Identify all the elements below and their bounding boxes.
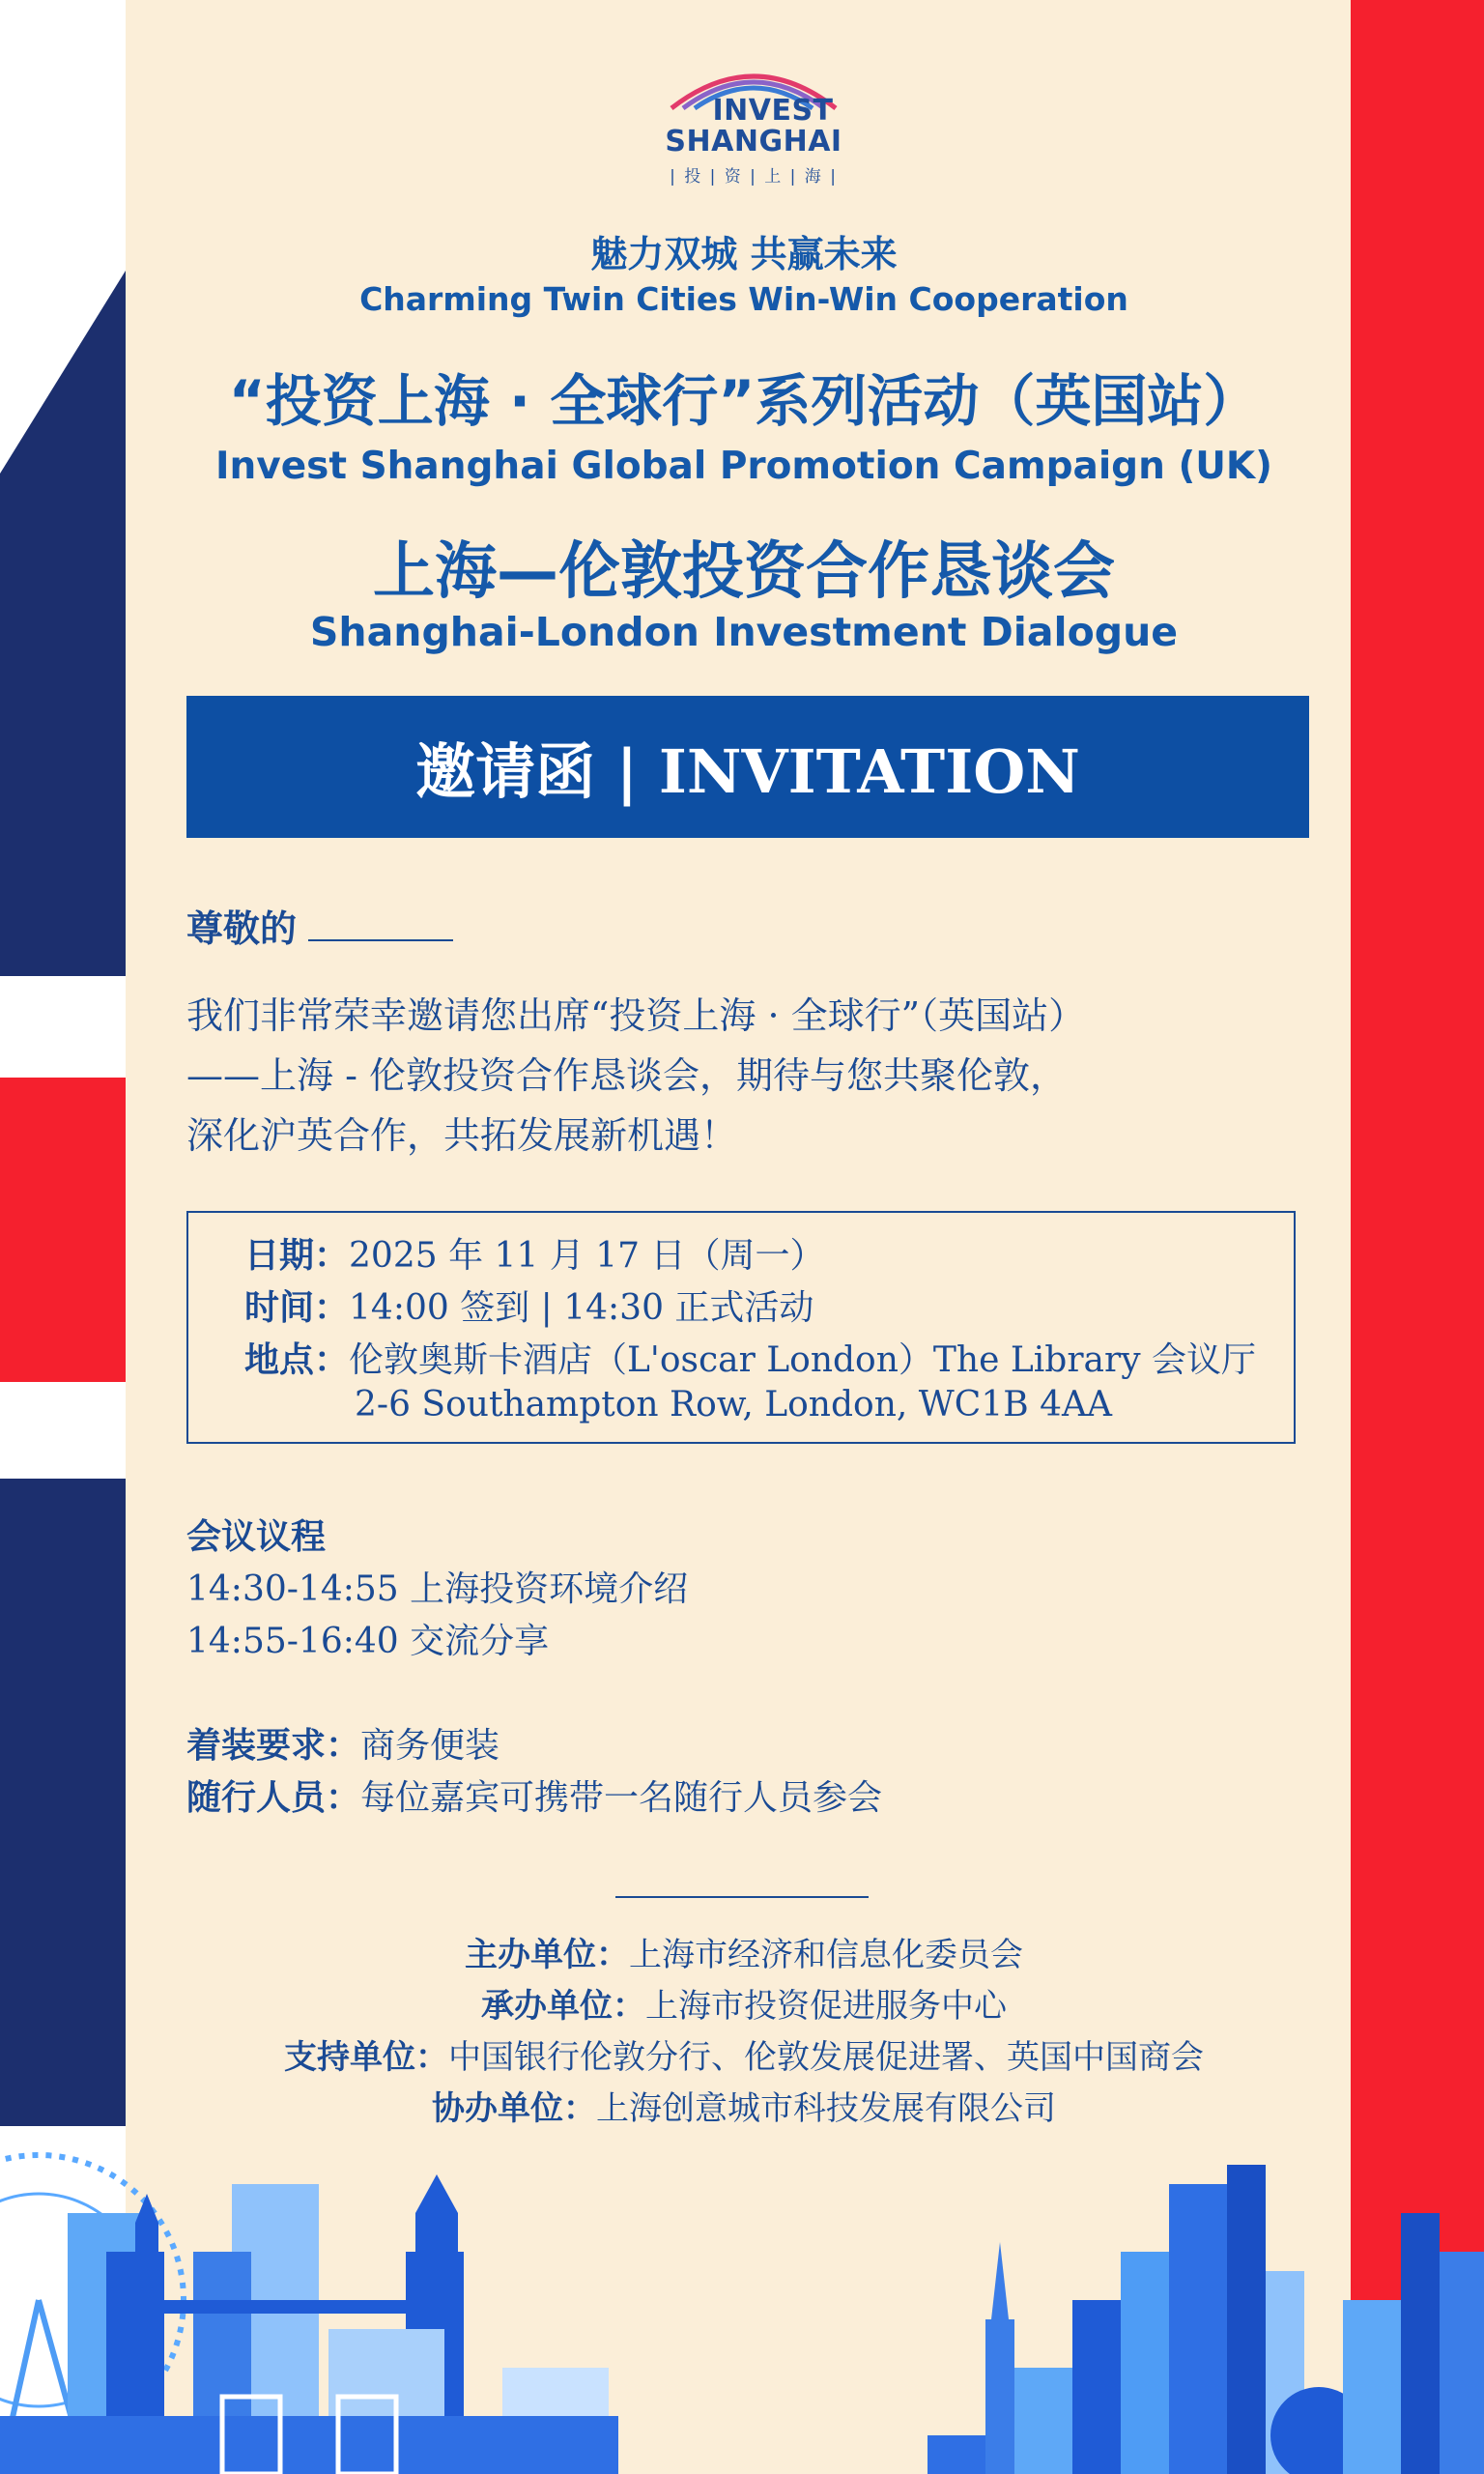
host-row: [193, 1928, 1295, 1975]
time-value: 14:00 签到 | 14:30 正式活动: [349, 1288, 814, 1328]
venue-address: 2-6 Southampton Row, London, WC1B 4AA: [355, 1385, 1113, 1424]
recipient-blank-line: [308, 910, 453, 941]
date-row: [244, 1228, 824, 1278]
paragraph-line: ——上海 - 伦敦投资合作恳谈会，期待与您共聚伦敦，: [186, 1054, 1068, 1097]
support-label: 支持单位：: [284, 2038, 448, 2077]
organizer-label: 承办单位：: [481, 1987, 645, 2026]
time-label: 时间：: [244, 1287, 350, 1328]
campaign-title-english: Invest Shanghai Global Promotion Campaign (UK): [215, 445, 1272, 488]
date-value: 2025 年 11 月 17 日（周一）: [349, 1236, 825, 1276]
host-value: 上海市经济和信息化委员会: [629, 1936, 1023, 1974]
event-title-english: Shanghai-London Investment Dialogue: [309, 609, 1179, 655]
slogan-english: Charming Twin Cities Win-Win Cooperation: [359, 280, 1128, 318]
logo-shanghai-text: SHANGHAI: [665, 125, 842, 158]
invitation-paragraph: [186, 986, 1327, 1165]
companion-value: 每位嘉宾可携带一名随行人员参会: [360, 1778, 883, 1818]
support-row: [193, 2030, 1295, 2078]
event-title-chinese: 上海—伦敦投资合作恳谈会: [373, 536, 1115, 608]
logo-chinese-subtitle: | 投 | 资 | 上 | 海 |: [670, 167, 838, 187]
venue-row: [244, 1333, 1256, 1382]
greeting: [186, 899, 453, 952]
paragraph-line: 我们非常荣幸邀请您出席“投资上海 · 全球行”（英国站）: [186, 994, 1086, 1037]
campaign-title-chinese: “投资上海 · 全球行”系列活动（英国站）: [228, 368, 1260, 434]
invitation-banner: 邀请函 | INVITATION: [186, 696, 1309, 838]
co-organizer-row: [193, 2082, 1295, 2129]
dress-code-row: [186, 1718, 499, 1768]
organizer-row: [193, 1979, 1295, 2027]
event-details-box: [186, 1211, 1296, 1444]
invest-shanghai-logo: [662, 62, 845, 197]
venue-label: 地点：: [244, 1339, 350, 1380]
companion-label: 随行人员：: [186, 1777, 361, 1818]
dress-code-value: 商务便装: [360, 1726, 500, 1766]
companion-row: [186, 1770, 882, 1820]
dress-code-label: 着装要求：: [186, 1725, 361, 1766]
organizer-value: 上海市投资促进服务中心: [645, 1987, 1007, 2026]
time-row: [244, 1280, 813, 1330]
agenda-item: 14:55-16:40 交流分享: [186, 1622, 550, 1661]
co-organizer-label: 协办单位：: [432, 2089, 596, 2128]
london-skyline-icon: [0, 2107, 618, 2474]
support-value: 中国银行伦敦分行、伦敦发展促进署、英国中国商会: [448, 2038, 1204, 2077]
paragraph-line: 深化沪英合作，共拓发展新机遇！: [186, 1114, 738, 1157]
co-organizer-value: 上海创意城市科技发展有限公司: [596, 2089, 1056, 2128]
agenda-item: 14:30-14:55 上海投资环境介绍: [186, 1569, 689, 1609]
date-label: 日期：: [244, 1235, 350, 1276]
slogan-chinese: 魅力双城 共赢未来: [590, 233, 898, 275]
divider: [615, 1896, 869, 1898]
shanghai-skyline-icon: [928, 2155, 1484, 2474]
agenda-title: 会议议程: [186, 1516, 327, 1557]
host-label: 主办单位：: [465, 1936, 629, 1974]
logo-invest-text: INVEST: [712, 94, 834, 128]
venue-value: 伦敦奥斯卡酒店（L'oscar London）The Library 会议厅: [349, 1340, 1256, 1380]
greeting-text: 尊敬的: [186, 906, 298, 950]
